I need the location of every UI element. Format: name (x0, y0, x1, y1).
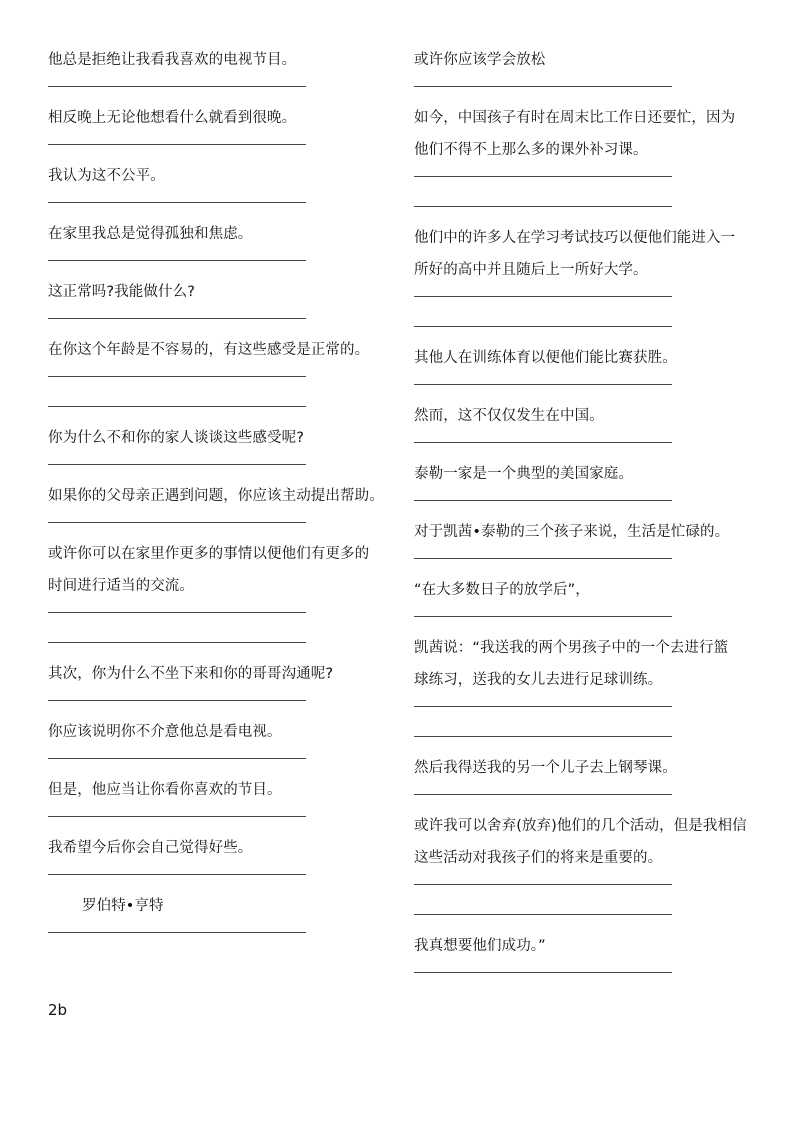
left-sentence: 我认为这不公平。 (48, 168, 165, 184)
answer-line[interactable] (414, 326, 672, 327)
answer-line[interactable] (414, 972, 672, 973)
answer-line[interactable] (414, 384, 672, 385)
answer-line[interactable] (48, 406, 306, 407)
page-label: 2b (48, 1001, 68, 1019)
left-sentence: 他总是拒绝让我看我喜欢的电视节目。 (48, 52, 297, 68)
answer-line[interactable] (414, 296, 672, 297)
answer-line[interactable] (414, 500, 672, 501)
answer-line[interactable] (48, 816, 306, 817)
right-sentence: 如今，中国孩子有时在周末比工作日还要忙，因为 他们不得不上那么多的课外补习课。 (414, 110, 736, 158)
answer-line[interactable] (414, 558, 672, 559)
answer-line[interactable] (414, 914, 672, 915)
answer-line[interactable] (414, 442, 672, 443)
answer-line[interactable] (48, 612, 306, 613)
answer-line[interactable] (414, 884, 672, 885)
answer-line[interactable] (414, 736, 672, 737)
answer-line[interactable] (48, 318, 306, 319)
left-sentence: 相反晚上无论他想看什么就看到很晚。 (48, 110, 297, 126)
right-sentence: 然而，这不仅仅发生在中国。 (414, 408, 604, 424)
right-sentence: 或许你应该学会放松 (414, 52, 546, 68)
answer-line[interactable] (414, 206, 672, 207)
answer-line[interactable] (48, 202, 306, 203)
left-sentence: 我希望今后你会自己觉得好些。 (48, 840, 253, 856)
left-sentence: 你为什么不和你的家人谈谈这些感受呢? (48, 430, 304, 446)
answer-line[interactable] (48, 86, 306, 87)
right-sentence: 其他人在训练体育以便他们能比赛获胜。 (414, 350, 677, 366)
left-sentence: 在你这个年龄是不容易的，有这些感受是正常的。 (48, 342, 370, 358)
left-sentence: 罗伯特•亨特 (82, 898, 164, 914)
answer-line[interactable] (48, 642, 306, 643)
answer-line[interactable] (48, 376, 306, 377)
right-sentence: 或许我可以舍弃(放弃)他们的几个活动，但是我相信 这些活动对我孩子们的将来是重要的。 (414, 818, 747, 866)
left-sentence: 其次，你为什么不坐下来和你的哥哥沟通呢? (48, 666, 334, 682)
left-sentence: 这正常吗?我能做什么? (48, 284, 195, 300)
right-sentence: 对于凯茜•泰勒的三个孩子来说，生活是忙碌的。 (414, 524, 730, 540)
left-sentence: 如果你的父母亲正遇到问题，你应该主动提出帮助。 (48, 488, 384, 504)
right-sentence: 我真想要他们成功。” (414, 938, 546, 954)
answer-line[interactable] (48, 522, 306, 523)
answer-line[interactable] (414, 176, 672, 177)
right-sentence: 泰勒一家是一个典型的美国家庭。 (414, 466, 633, 482)
answer-line[interactable] (48, 464, 306, 465)
answer-line[interactable] (48, 260, 306, 261)
answer-line[interactable] (414, 706, 672, 707)
left-sentence: 但是，他应当让你看你喜欢的节目。 (48, 782, 282, 798)
answer-line[interactable] (48, 144, 306, 145)
left-sentence: 你应该说明你不介意他总是看电视。 (48, 724, 282, 740)
answer-line[interactable] (48, 932, 306, 933)
answer-line[interactable] (414, 794, 672, 795)
right-sentence: “在大多数日子的放学后”， (414, 582, 590, 598)
right-sentence: 他们中的许多人在学习考试技巧以便他们能进入一 所好的高中并且随后上一所好大学。 (414, 230, 736, 278)
right-sentence: 凯茜说：“我送我的两个男孩子中的一个去进行篮 球练习，送我的女儿去进行足球训练。 (414, 640, 729, 688)
left-sentence: 在家里我总是觉得孤独和焦虑。 (48, 226, 253, 242)
answer-line[interactable] (414, 86, 672, 87)
answer-line[interactable] (414, 616, 672, 617)
left-sentence: 或许你可以在家里作更多的事情以便他们有更多的 时间进行适当的交流。 (48, 546, 370, 594)
right-sentence: 然后我得送我的另一个儿子去上钢琴课。 (414, 760, 677, 776)
answer-line[interactable] (48, 758, 306, 759)
answer-line[interactable] (48, 700, 306, 701)
answer-line[interactable] (48, 874, 306, 875)
